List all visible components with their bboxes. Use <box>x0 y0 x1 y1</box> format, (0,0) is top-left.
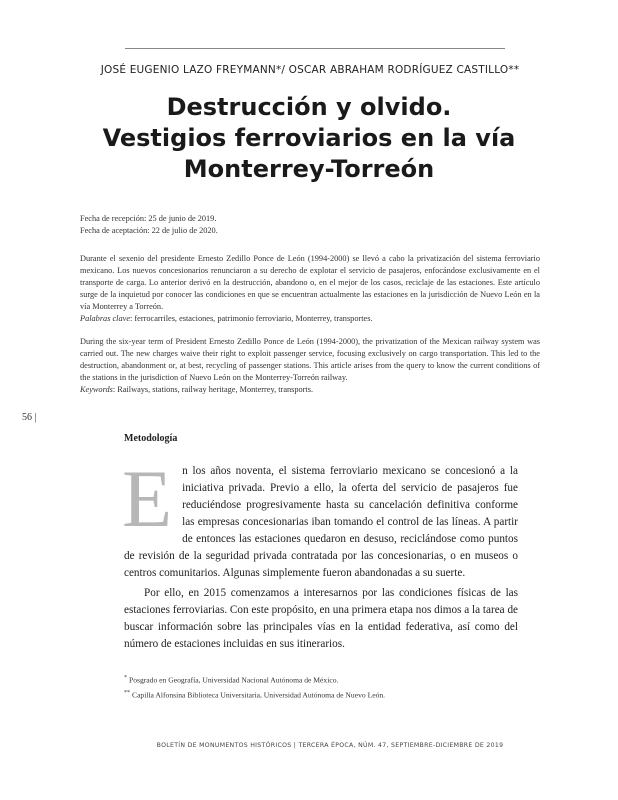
paragraph-1-text: n los años noventa, el sistema ferroviario mexicano se concesionó a la iniciativa privada. Previo a ello, la oferta del servicio de pasajeros fue reduciéndose progresivamente hasta su cancelación definitiva conforme las empresas concesionarias iban tomando el control de las líneas. A partir de entonces las estaciones quedaron en desuso, reciclándose como puntos de revisión de la seguridad privada contratada por las concesionarias, o en museos o centros comunitarios. Algunas simplemente fueron abandonadas a su suerte. <box>124 465 518 579</box>
footnote-2 <box>124 687 524 702</box>
section-heading: Metodología <box>124 433 178 444</box>
keywords-en <box>80 384 540 396</box>
article-title <box>60 92 558 185</box>
footnote-2-text: Capilla Alfonsina Biblioteca Universitaria, Universidad Autónoma de Nuevo León. <box>132 690 386 700</box>
keywords-en-label: Keywords <box>80 385 113 394</box>
title-line-1: Destrucción y olvido. <box>166 93 452 121</box>
footnote-1 <box>124 672 524 687</box>
title-line-2: Vestigios ferroviarios en la vía <box>102 124 516 152</box>
drop-cap: E <box>122 453 173 544</box>
abstract-en-text: During the six-year term of President Ernesto Zedillo Ponce de León (1994-2000), the privatization of the Mexican railway system was carried out. The new charges waive their right to exploit passenger service, focusing exclusively on cargo transportation. This led to the destruction, abandonment or, at best, recycling of passenger stations. This article arises from the query to know the current conditions of the stations in the jurisdiction of Nuevo León on the Monterrey-Torreón railway. <box>80 337 540 382</box>
paragraph-2-text: Por ello, en 2015 comenzamos a interesarnos por las condiciones físicas de las estaciones ferroviarias. Con este propósito, en una primera etapa nos dimos a la tarea de buscar información sobre las principales vías en la entidad federativa, así como del número de estaciones incluidas en sus itinerarios. <box>124 587 518 650</box>
keywords-es <box>80 313 540 325</box>
keywords-es-label: Palabras clave <box>80 314 131 323</box>
journal-footer: BOLETÍN DE MONUMENTOS HISTÓRICOS | TERCERA ÉPOCA, NÚM. 47, SEPTIEMBRE-DICIEMBRE DE 2019 <box>156 742 504 749</box>
keywords-en-list: : Railways, stations, railway heritage, Monterrey, transports. <box>112 385 314 394</box>
footnote-1-mark: * <box>124 675 127 681</box>
title-line-3: Monterrey-Torreón <box>183 155 435 183</box>
body-paragraph-1 <box>122 453 518 582</box>
abstract-spanish <box>80 253 540 325</box>
abstract-english <box>80 336 540 396</box>
footnote-1-text: Posgrado en Geografía, Universidad Nacional Autónoma de México. <box>129 675 339 685</box>
footnotes <box>124 672 524 701</box>
accepted-date: Fecha de aceptación: 22 de julio de 2020. <box>80 226 218 235</box>
submission-dates <box>80 213 540 237</box>
keywords-es-list: : ferrocarriles, estaciones, patrimonio ferroviario, Monterrey, transportes. <box>130 314 373 323</box>
top-rule <box>125 48 505 49</box>
abstract-es-text: Durante el sexenio del presidente Ernesto Zedillo Ponce de León (1994-2000) se llevó a cabo la privatización del sistema ferroviario mexicano. Los nuevos concesionarios renunciaron a su derecho de explotar el servicio de pasajeros, enfocándose exclusivamente en el transporte de carga. Lo anterior derivó en la destrucción, abandono o, en el mejor de los casos, reciclaje de las estaciones. Este artículo surge de la inquietud por conocer las condiciones en que se encuentran actualmente las estaciones en la jurisdicción de Nuevo León en la vía Monterrey a Torreón. <box>80 254 540 311</box>
received-date: Fecha de recepción: 25 de junio de 2019. <box>80 214 217 223</box>
body-paragraph-2 <box>124 585 518 653</box>
page-number: 56 | <box>22 412 37 423</box>
footnote-2-mark: ** <box>124 689 130 696</box>
author-line: JOSÉ EUGENIO LAZO FREYMANN*/ OSCAR ABRAHAM RODRÍGUEZ CASTILLO** <box>100 64 520 76</box>
